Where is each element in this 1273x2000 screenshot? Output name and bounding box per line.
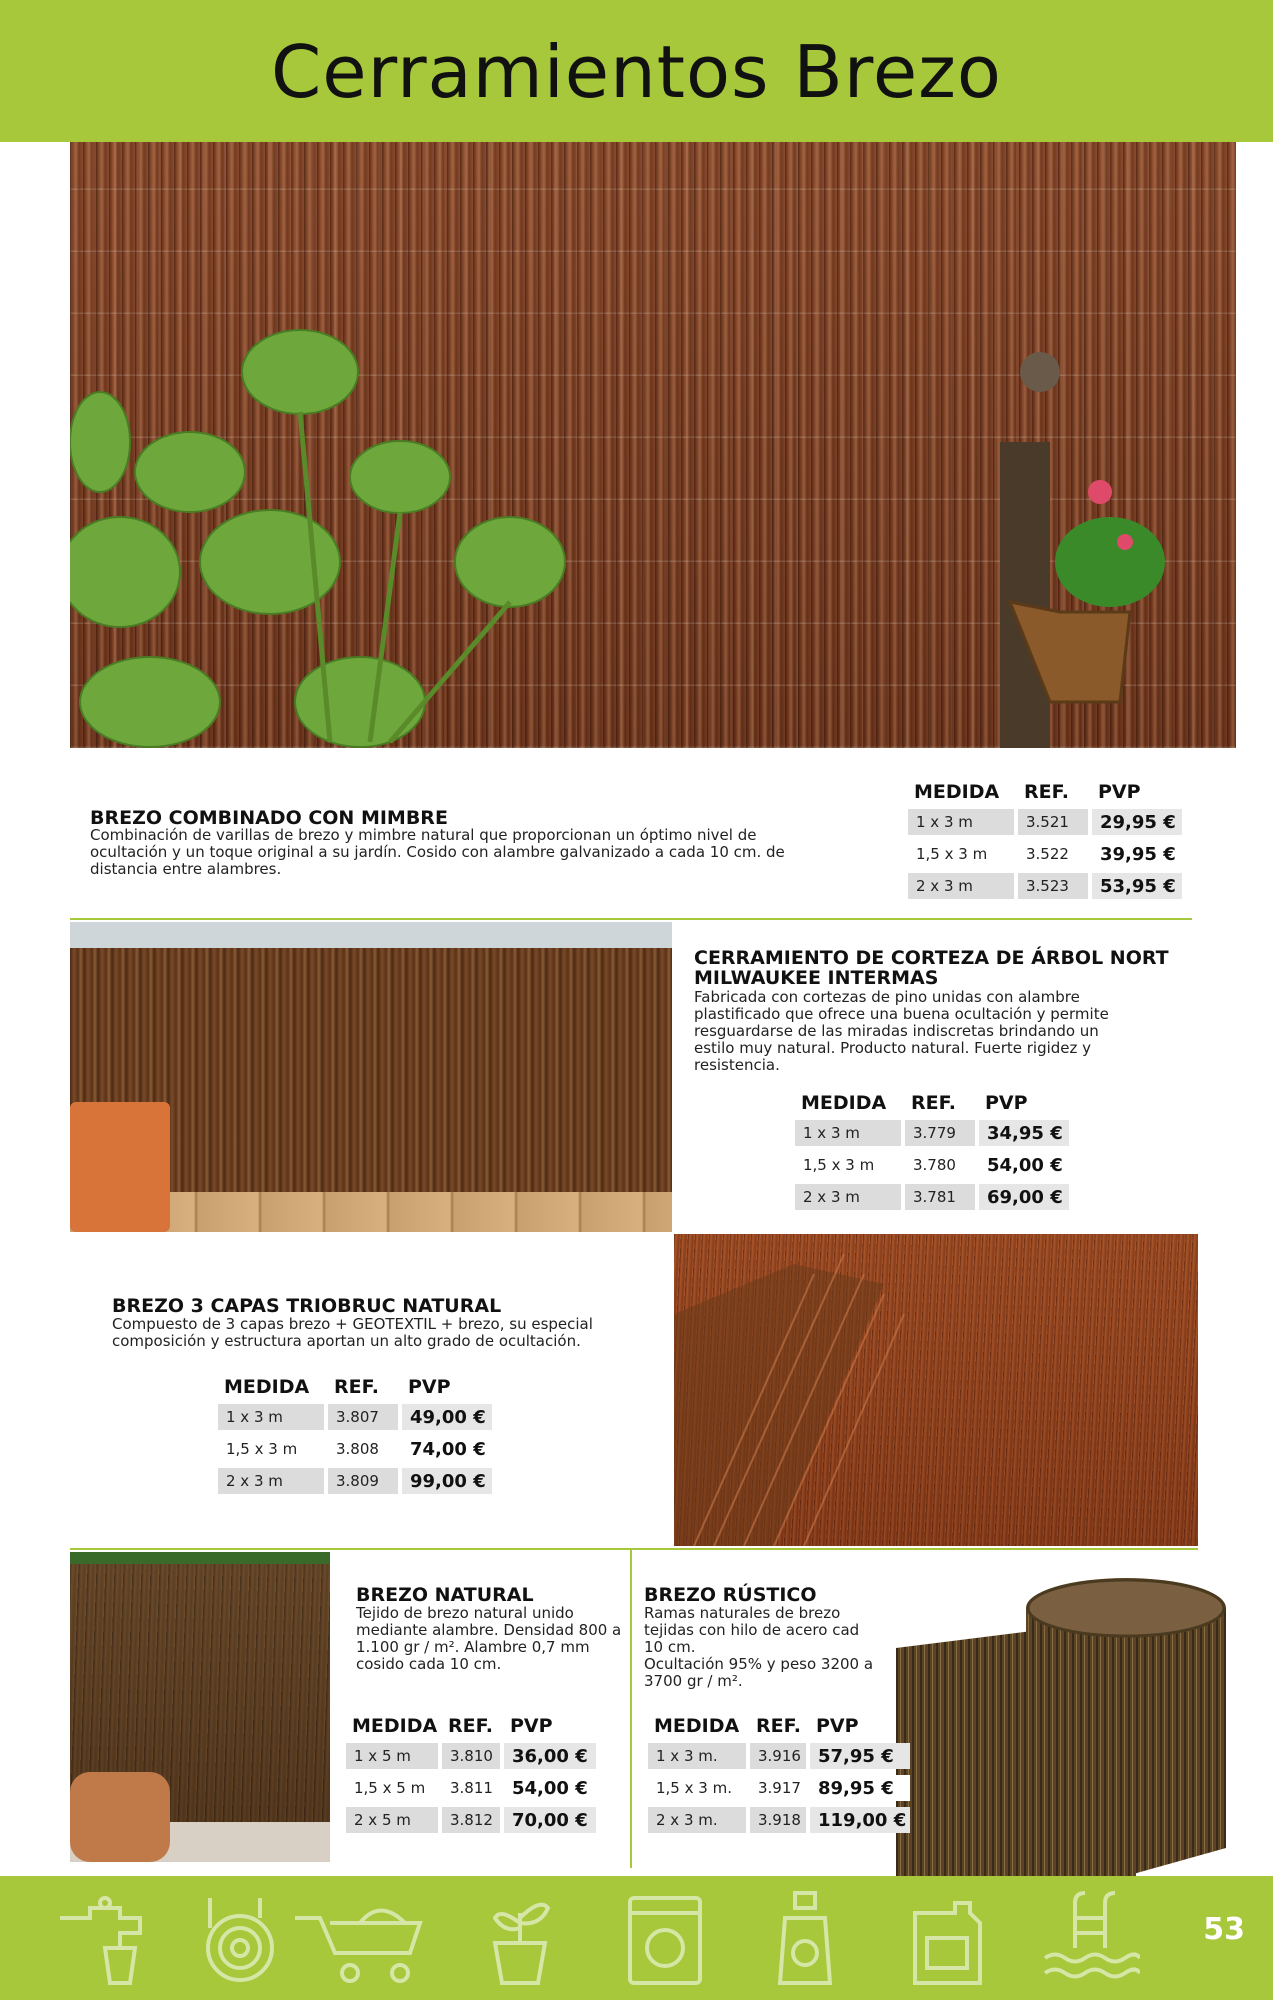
cell-medida: 1 x 3 m. — [648, 1743, 746, 1769]
fertilizer-jug-icon — [895, 1888, 995, 1988]
header-ref: REF. — [911, 1092, 957, 1114]
header-ref: REF. — [448, 1715, 494, 1737]
geranium-leaves-image — [70, 142, 1236, 748]
header-medida: MEDIDA — [352, 1715, 438, 1737]
cell-pvp: 119,00 € — [810, 1807, 910, 1833]
cell-medida: 2 x 3 m — [908, 873, 1014, 899]
price-table-brezo-mimbre — [908, 778, 1186, 902]
cell-pvp: 54,00 € — [504, 1775, 596, 1801]
cell-medida: 1,5 x 3 m — [916, 845, 988, 863]
cell-ref: 3.781 — [905, 1184, 975, 1210]
product-title-corteza-line2: MILWAUKEE INTERMAS — [694, 967, 939, 989]
cell-ref: 3.916 — [750, 1743, 806, 1769]
section-divider — [70, 1548, 1198, 1550]
cell-ref: 3.812 — [442, 1807, 500, 1833]
header-medida: MEDIDA — [914, 781, 1000, 803]
cell-pvp: 70,00 € — [504, 1807, 596, 1833]
page-number: 53 — [1203, 1912, 1245, 1947]
cell-pvp: 36,00 € — [504, 1743, 596, 1769]
photo-triobruc — [674, 1234, 1198, 1546]
cell-medida: 1 x 3 m — [218, 1404, 324, 1430]
price-row — [218, 1401, 496, 1433]
cell-medida: 2 x 3 m. — [648, 1807, 746, 1833]
cell-ref: 3.811 — [450, 1779, 493, 1797]
hero-photo-brezo-mimbre — [70, 142, 1236, 748]
cell-pvp: 29,95 € — [1092, 809, 1182, 835]
column-divider — [630, 1550, 632, 1868]
price-row — [648, 1740, 914, 1772]
product-title-corteza-line1: CERRAMIENTO DE CORTEZA DE ÁRBOL NORT — [694, 947, 1169, 969]
price-row — [908, 870, 1186, 902]
rustic-heather-roll-image — [896, 1568, 1242, 1876]
cell-ref: 3.521 — [1018, 809, 1088, 835]
cell-medida: 2 x 5 m — [346, 1807, 438, 1833]
cell-ref: 3.810 — [442, 1743, 500, 1769]
header-pvp: PVP — [510, 1715, 553, 1737]
price-table-header — [908, 778, 1186, 806]
price-table-triobruc — [218, 1373, 496, 1497]
header-medida: MEDIDA — [801, 1092, 887, 1114]
product-desc-brezo-mimbre: Combinación de varillas de brezo y mimbre natural que proporcionan un óptimo nivel de ocultación y un toque original a su jardín. Cosido con alambre galvanizado a cada 10 cm. de distancia entre alambres. — [90, 826, 785, 878]
product-desc-brezo-natural: Tejido de brezo natural unido mediante alambre. Densidad 800 a 1.100 gr / m². Alambre 0,7 mm cosido cada 10 cm. — [356, 1604, 622, 1673]
price-table-brezo-rustico — [648, 1712, 914, 1836]
cell-pvp: 69,00 € — [979, 1184, 1069, 1210]
cell-pvp: 39,95 € — [1092, 841, 1182, 867]
hose-reel-icon — [190, 1888, 290, 1988]
header-pvp: PVP — [985, 1092, 1028, 1114]
cell-ref: 3.779 — [905, 1120, 975, 1146]
product-title-brezo-rustico: BREZO RÚSTICO — [644, 1584, 817, 1606]
price-row — [908, 806, 1186, 838]
plant-pot-icon — [470, 1888, 570, 1988]
heather-roll-image — [674, 1234, 1198, 1546]
product-desc-brezo-rustico-1: Ramas naturales de brezo tejidas con hilo de acero cad 10 cm. — [644, 1604, 860, 1656]
price-table-brezo-natural — [346, 1712, 600, 1836]
cell-pvp: 57,95 € — [810, 1743, 910, 1769]
cell-pvp: 99,00 € — [402, 1468, 492, 1494]
cell-pvp: 34,95 € — [979, 1120, 1069, 1146]
page-footer — [0, 1876, 1273, 2000]
price-table-header — [648, 1712, 914, 1740]
cell-pvp: 54,00 € — [979, 1152, 1069, 1178]
cell-medida: 1,5 x 3 m — [226, 1440, 298, 1458]
pool-ladder-icon — [1040, 1888, 1140, 1988]
spray-bottle-icon — [755, 1888, 855, 1988]
faucet-icon — [50, 1888, 150, 1988]
header-ref: REF. — [334, 1376, 380, 1398]
header-pvp: PVP — [408, 1376, 451, 1398]
photo-brezo-rustico — [896, 1568, 1242, 1876]
cell-ref: 3.523 — [1018, 873, 1088, 899]
price-row — [218, 1433, 496, 1465]
section-divider — [70, 918, 1192, 920]
price-row — [795, 1149, 1073, 1181]
price-row — [795, 1181, 1073, 1213]
seed-bag-icon — [615, 1888, 715, 1988]
page-title: Cerramientos Brezo — [271, 30, 1002, 114]
product-title-triobruc: BREZO 3 CAPAS TRIOBRUC NATURAL — [112, 1295, 502, 1317]
photo-brezo-natural — [70, 1552, 330, 1862]
cell-pvp: 74,00 € — [402, 1436, 492, 1462]
product-title-brezo-mimbre: BREZO COMBINADO CON MIMBRE — [90, 807, 448, 829]
header-ref: REF. — [1024, 781, 1070, 803]
cell-ref: 3.809 — [328, 1468, 398, 1494]
cell-medida: 1,5 x 3 m. — [656, 1779, 732, 1797]
price-row — [648, 1804, 914, 1836]
price-row — [648, 1772, 914, 1804]
page-header — [0, 0, 1273, 142]
cell-pvp: 89,95 € — [810, 1775, 910, 1801]
header-medida: MEDIDA — [654, 1715, 740, 1737]
cell-medida: 1 x 3 m — [795, 1120, 901, 1146]
cell-medida: 2 x 3 m — [218, 1468, 324, 1494]
price-table-header — [795, 1089, 1073, 1117]
cell-pvp: 49,00 € — [402, 1404, 492, 1430]
product-desc-corteza: Fabricada con cortezas de pino unidas con alambre plastificado que ofrece una buena ocultación y permite resguardarse de las miradas indiscretas brindando un estilo muy natural. Producto natural. Fuerte rigidez y resistencia. — [694, 988, 1109, 1074]
cell-medida: 2 x 3 m — [795, 1184, 901, 1210]
photo-corteza-arbol — [70, 922, 672, 1232]
wheelbarrow-icon — [290, 1888, 430, 1988]
price-row — [346, 1740, 600, 1772]
cell-ref: 3.917 — [758, 1779, 801, 1797]
cell-ref: 3.918 — [750, 1807, 806, 1833]
header-pvp: PVP — [816, 1715, 859, 1737]
price-table-corteza — [795, 1089, 1073, 1213]
cell-ref: 3.780 — [913, 1156, 956, 1174]
price-row — [908, 838, 1186, 870]
header-ref: REF. — [756, 1715, 802, 1737]
cell-pvp: 53,95 € — [1092, 873, 1182, 899]
product-desc-triobruc: Compuesto de 3 capas brezo + GEOTEXTIL + brezo, su especial composición y estructura aportan un alto grado de ocultación. — [112, 1315, 593, 1350]
price-row — [795, 1117, 1073, 1149]
cell-ref: 3.808 — [336, 1440, 379, 1458]
cell-medida: 1,5 x 3 m — [803, 1156, 875, 1174]
product-title-brezo-natural: BREZO NATURAL — [356, 1584, 534, 1606]
price-row — [346, 1804, 600, 1836]
header-pvp: PVP — [1098, 781, 1141, 803]
price-table-header — [346, 1712, 600, 1740]
cell-ref: 3.522 — [1026, 845, 1069, 863]
price-row — [346, 1772, 600, 1804]
cell-medida: 1 x 5 m — [346, 1743, 438, 1769]
header-medida: MEDIDA — [224, 1376, 310, 1398]
cell-ref: 3.807 — [328, 1404, 398, 1430]
cell-medida: 1 x 3 m — [908, 809, 1014, 835]
price-table-header — [218, 1373, 496, 1401]
product-desc-brezo-rustico-2: Ocultación 95% y peso 3200 a 3700 gr / m². — [644, 1655, 874, 1690]
price-row — [218, 1465, 496, 1497]
cell-medida: 1,5 x 5 m — [354, 1779, 426, 1797]
